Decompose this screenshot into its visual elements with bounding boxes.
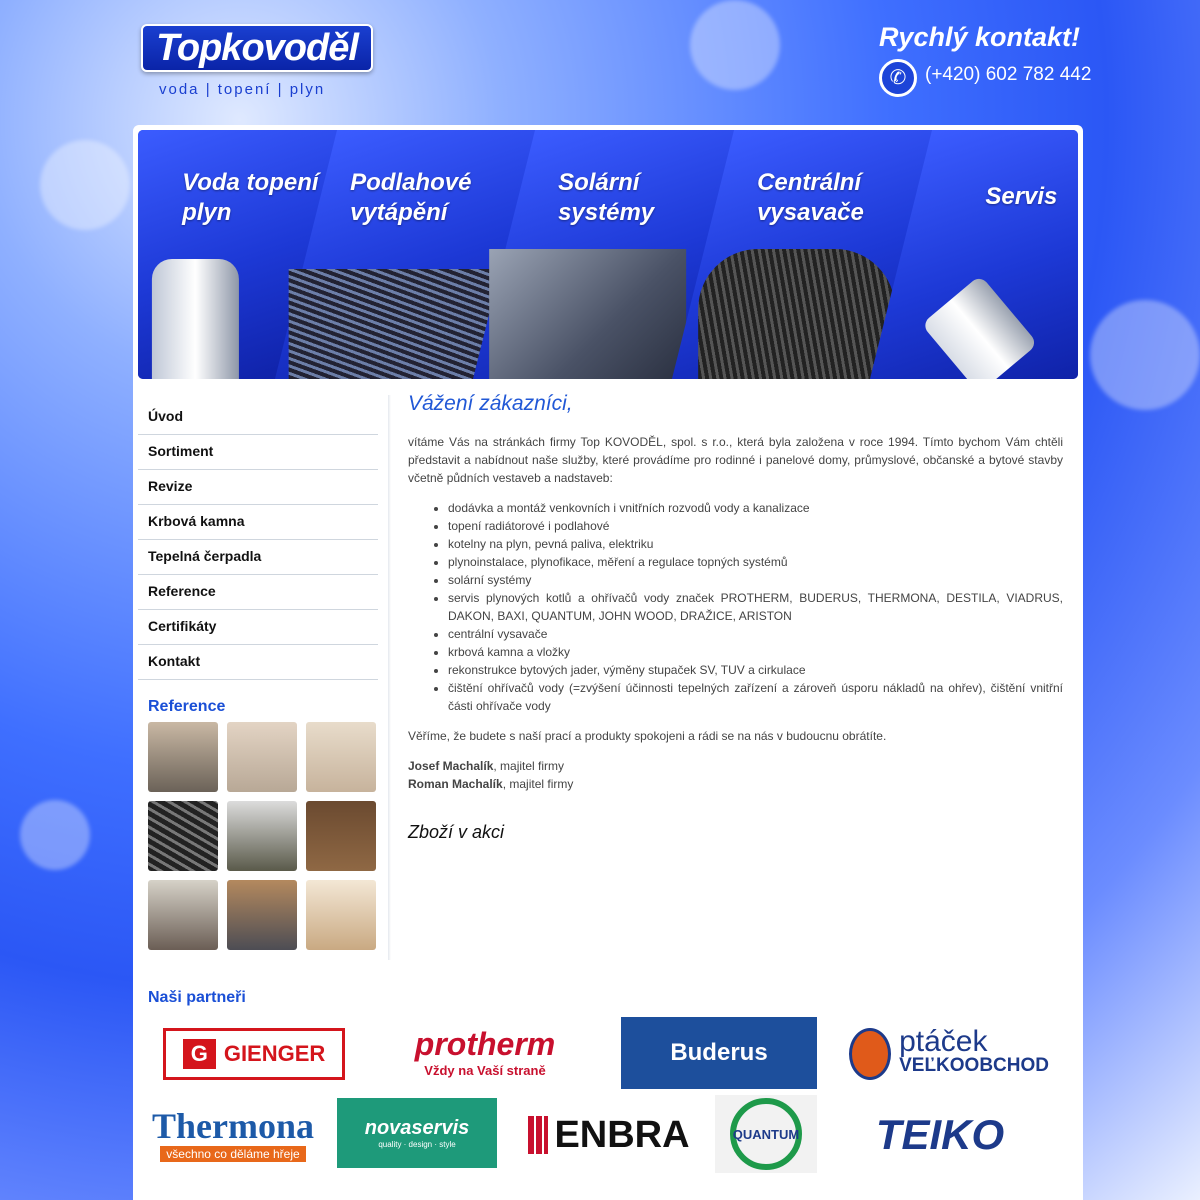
reference-thumbnail[interactable] (227, 801, 297, 871)
page-title: Vážení zákazníci, (408, 392, 573, 415)
signature-name: Josef Machalík (408, 759, 494, 773)
list-item: • dodávka a montáž venkovních i vnitřních rozvodů vody a kanalizace (448, 499, 1063, 517)
nav-item-revize[interactable]: Revize (138, 470, 378, 505)
signature-name: Roman Machalík (408, 777, 503, 791)
reference-thumbnail[interactable] (148, 722, 218, 792)
list-item: • centrální vysavače (448, 625, 1063, 643)
reference-title: Reference (148, 698, 226, 715)
wrench-icon (921, 275, 1038, 379)
section-title: Zboží v akci (408, 822, 505, 842)
page-container (133, 125, 1083, 1200)
enbra-mark-icon (528, 1116, 548, 1154)
nav-item-uvod[interactable]: Úvod (138, 400, 378, 435)
sidebar-nav (138, 400, 378, 680)
bg-bubble (1090, 300, 1200, 410)
partner-logo-teiko[interactable] (833, 1110, 1047, 1160)
nav-item-tepelna-cerpadla[interactable]: Tepelná čerpadla (138, 540, 378, 575)
partner-logo-text: Buderus (670, 1039, 768, 1066)
gienger-mark-icon: G (183, 1039, 216, 1069)
nav-item-krbova-kamna[interactable]: Krbová kamna (138, 505, 378, 540)
partner-logo-text: novaservis (364, 1117, 470, 1139)
signature-role: , majitel firmy (502, 777, 574, 791)
phone-number[interactable]: (+420) 602 782 442 (925, 64, 1092, 85)
partner-logo-subtext: VEĽKOOBCHOD (899, 1055, 1049, 1076)
bg-bubble (690, 0, 780, 90)
category-banner (138, 130, 1078, 379)
reference-thumbnail[interactable] (227, 722, 297, 792)
partner-logo-text: QUANTUM (730, 1098, 802, 1170)
reference-thumbnail[interactable] (148, 880, 218, 950)
partner-logo-novaservis[interactable] (337, 1098, 497, 1168)
banner-label: Solární systémy (558, 169, 655, 226)
list-item: • plynoinstalace, plynofikace, měření a regulace topných systémů (448, 553, 1063, 571)
partner-logo-enbra[interactable] (513, 1110, 705, 1160)
partner-logo-text: ptáček (899, 1025, 988, 1058)
signature (408, 757, 1063, 775)
nav-item-sortiment[interactable]: Sortiment (138, 435, 378, 470)
reference-gallery (148, 722, 378, 950)
list-item: • servis plynových kotlů a ohřívačů vody značek PROTHERM, BUDERUS, THERMONA, DESTILA, VIADRUS, DAKON, BAXI, QUANTUM, JOHN WOOD, DRAŽICE, ARISTON (448, 589, 1063, 625)
partner-logo-thermona[interactable] (145, 1100, 321, 1168)
banner-label: Voda topení plyn (182, 169, 319, 226)
floor-heating-icon (289, 269, 496, 379)
bg-bubble (40, 140, 130, 230)
solar-panel-icon (490, 249, 687, 379)
closing-text: Věříme, že budete s naší prací a produkty spokojeni a rádi se na nás v budoucnu obrátíte. (408, 729, 887, 743)
list-item: • rekonstrukce bytových jader, výměny stupaček SV, TUV a cirkulace (448, 661, 1063, 679)
quick-contact-title: Rychlý kontakt! (878, 22, 1080, 52)
reference-thumbnail[interactable] (306, 880, 376, 950)
partner-logo-text: ENBRA (554, 1113, 690, 1156)
partner-logo-slogan: všechno co děláme hřeje (160, 1146, 305, 1162)
partner-logo-gienger[interactable] (163, 1028, 345, 1080)
list-item: • krbová kamna a vložky (448, 643, 1063, 661)
partners-title: Naši partneři (148, 989, 246, 1006)
signature-role: , majitel firmy (493, 759, 565, 773)
site-tagline: voda | topení | plyn (159, 81, 326, 98)
list-item: • solární systémy (448, 571, 1063, 589)
reference-thumbnail[interactable] (306, 801, 376, 871)
list-item: • kotelny na plyn, pevná paliva, elektriku (448, 535, 1063, 553)
main-content (408, 392, 1063, 842)
partner-logo-quantum[interactable] (715, 1095, 817, 1173)
partner-logo-text: GIENGER (223, 1041, 326, 1066)
bird-icon (849, 1028, 891, 1080)
nav-item-certifikaty[interactable]: Certifikáty (138, 610, 378, 645)
partner-logo-text: protherm (414, 1026, 556, 1062)
partner-logo-slogan: quality · design · style (378, 1140, 456, 1149)
phone-icon: ✆ (879, 59, 917, 97)
partner-logo-ptacek[interactable] (849, 1023, 1049, 1085)
reference-thumbnail[interactable] (227, 880, 297, 950)
faucet-icon (152, 259, 239, 379)
partner-logo-buderus[interactable] (621, 1017, 817, 1089)
partner-logo-protherm[interactable] (385, 1023, 585, 1081)
nav-item-reference[interactable]: Reference (138, 575, 378, 610)
banner-label: Podlahové vytápění (350, 169, 472, 226)
banner-label: Centrální vysavače (756, 169, 864, 226)
banner-label: Servis (985, 183, 1058, 210)
vacuum-hose-icon (698, 249, 895, 379)
signature (408, 775, 1063, 793)
reference-thumbnail[interactable] (148, 801, 218, 871)
bg-bubble (20, 800, 90, 870)
list-item: • čištění ohřívačů vody (=zvýšení účinnosti tepelných zařízení a zároveň úsporu nákladů na ohřev), čištění vnitřní části ohřívače vody (448, 679, 1063, 715)
partner-logo-text: TEIKO (875, 1111, 1005, 1158)
site-logo[interactable]: Topkovoděl (141, 24, 373, 72)
list-item: • topení radiátorové i podlahové (448, 517, 1063, 535)
partner-logo-slogan: Vždy na Vaší straně (424, 1063, 546, 1078)
reference-thumbnail[interactable] (306, 722, 376, 792)
intro-text: vítáme Vás na stránkách firmy Top KOVODĚL, spol. s r.o., která byla založena v roce 1994. Tímto bychom Vám chtěli představit a nabídnout naše služby, které provádíme pro rodinné i panelové domy, průmyslové, občanské a bytové stavby včetně půdních vestaveb a nadstaveb: (408, 435, 1063, 485)
nav-item-kontakt[interactable]: Kontakt (138, 645, 378, 680)
services-list (448, 499, 1063, 715)
sidebar-divider (388, 395, 391, 960)
partner-logo-text: Thermona (152, 1106, 314, 1146)
